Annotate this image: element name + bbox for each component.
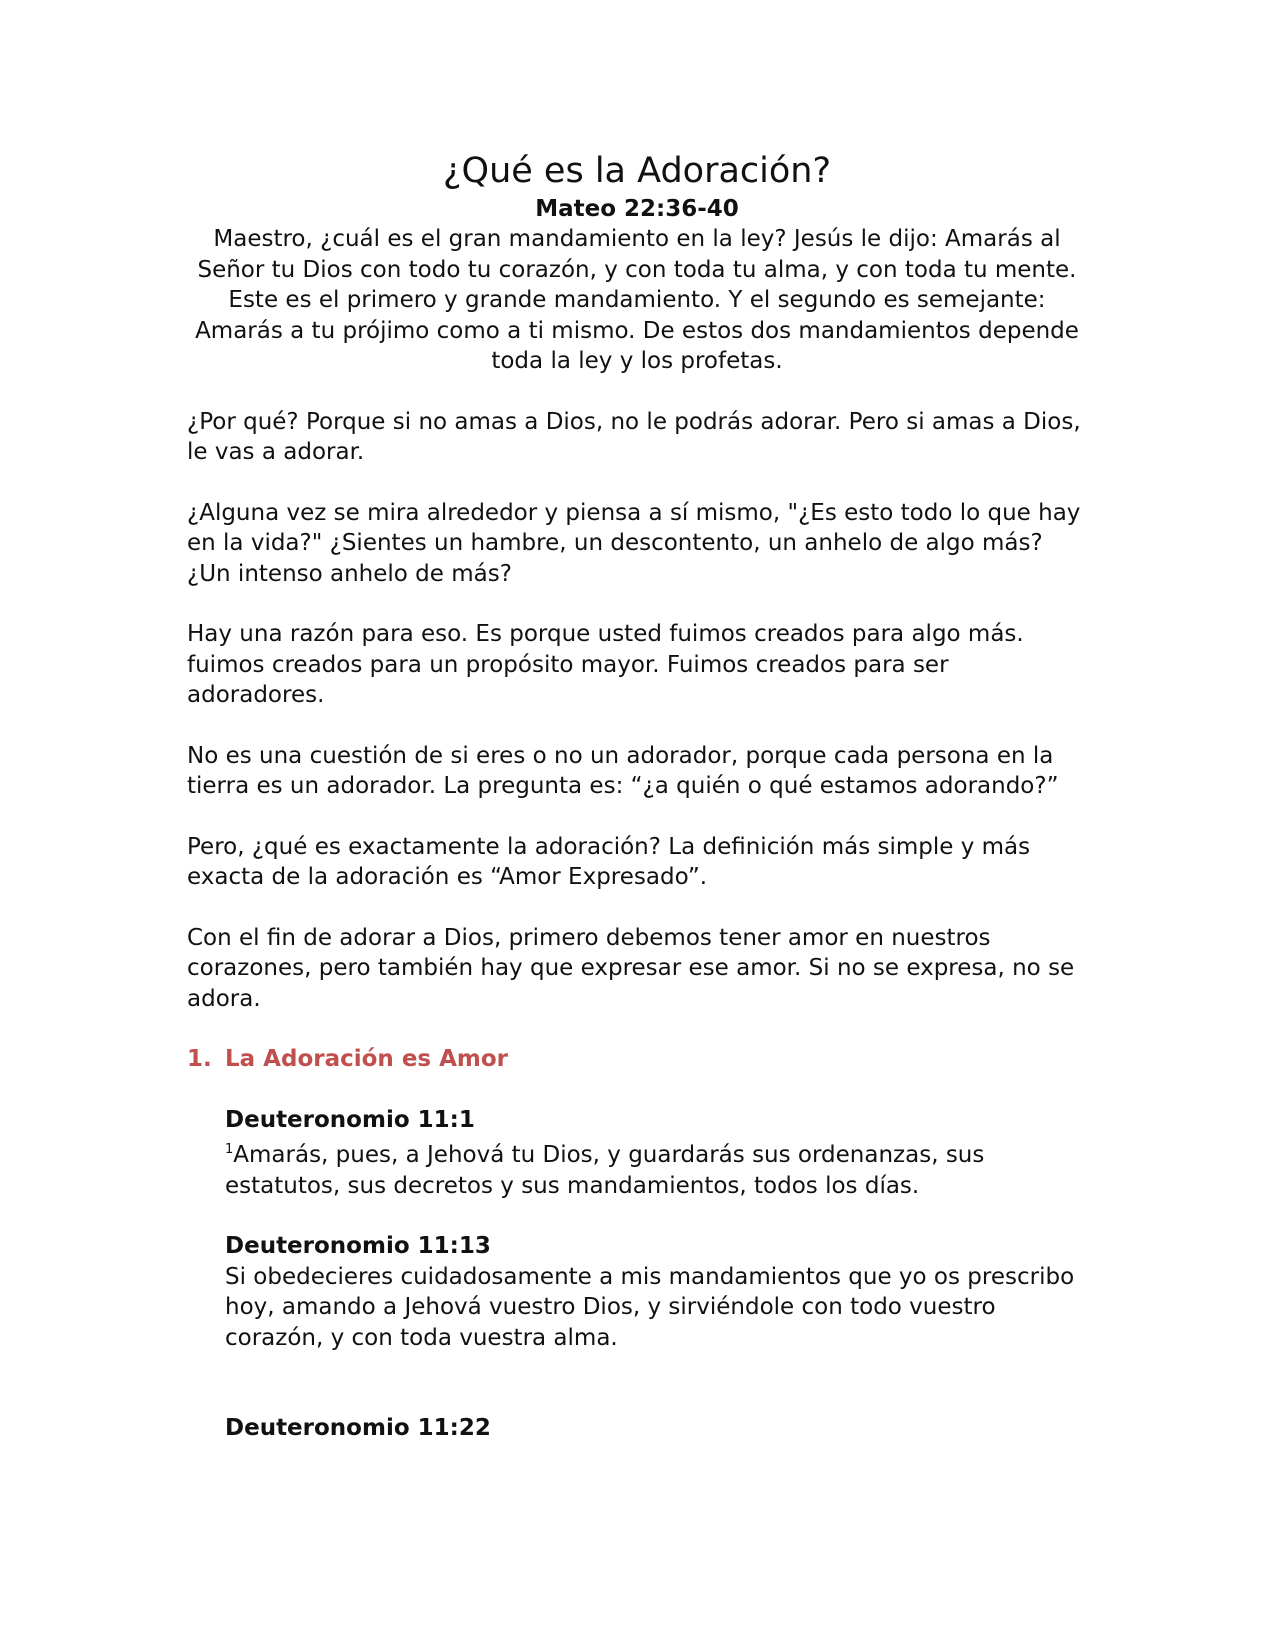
opening-scripture-reference: Mateo 22:36-40: [535, 196, 739, 222]
section-heading-text: La Adoración es Amor: [225, 1046, 509, 1072]
paragraph: Con el fin de adorar a Dios, primero debemos tener amor en nuestros corazones, pero también hay que expresar ese amor. Si no se expresa, no se adora.: [187, 924, 1075, 1012]
verse-body: Si obedecieres cuidadosamente a mis mandamientos que yo os prescribo hoy, amando a Jehová vuestro Dios, y sirviéndole con todo vuestro corazón, y con toda vuestra alma.: [225, 1263, 1075, 1351]
paragraph: No es una cuestión de si eres o no un adorador, porque cada persona en la tierra es un adorador. La pregunta es: “¿a quién o qué estamos adorando?”: [187, 742, 1059, 799]
paragraph: Pero, ¿qué es exactamente la adoración? La definición más simple y más exacta de la adoración es “Amor Expresado”.: [187, 833, 1031, 890]
paragraph: Hay una razón para eso. Es porque usted fuimos creados para algo más. fuimos creados para un propósito mayor. Fuimos creados para ser adoradores.: [187, 621, 1024, 708]
spacer: [187, 1383, 1087, 1413]
verse-text: [225, 1135, 1087, 1201]
verse-block: [225, 1231, 1087, 1353]
verse-reference: Deuteronomio 11:1: [225, 1106, 475, 1133]
opening-scripture-quote: Maestro, ¿cuál es el gran mandamiento en la ley? Jesús le dijo: Amarás al Señor tu Dios con todo tu corazón, y con toda tu alma, y con toda tu mente. Este es el primero y grande mandamiento. Y el segundo es semejante: Amarás a tu prójimo como a ti mismo. De estos dos mandamientos depende toda la ley y los profetas.: [195, 226, 1079, 374]
page-title: ¿Qué es la Adoración?: [442, 151, 832, 191]
verse-block: [225, 1105, 1087, 1202]
document-page: [187, 148, 1087, 1474]
section-number: 1.: [187, 1046, 212, 1072]
verse-body: Amarás, pues, a Jehová tu Dios, y guardarás sus ordenanzas, sus estatutos, sus decretos y sus mandamientos, todos los días.: [225, 1142, 985, 1199]
verse-block: [225, 1413, 1087, 1444]
section-heading: [187, 1044, 1087, 1075]
verse-number: 1: [225, 1142, 234, 1157]
paragraph: ¿Alguna vez se mira alrededor y piensa a sí mismo, "¿Es esto todo lo que hay en la vida?" ¿Sientes un hambre, un descontento, un anhelo de algo más? ¿Un intenso anhelo de más?: [187, 499, 1081, 587]
verse-reference: Deuteronomio 11:22: [225, 1415, 491, 1441]
verse-reference: Deuteronomio 11:13: [225, 1233, 491, 1259]
paragraph: ¿Por qué? Porque si no amas a Dios, no le podrás adorar. Pero si amas a Dios, le vas a adorar.: [187, 408, 1081, 465]
